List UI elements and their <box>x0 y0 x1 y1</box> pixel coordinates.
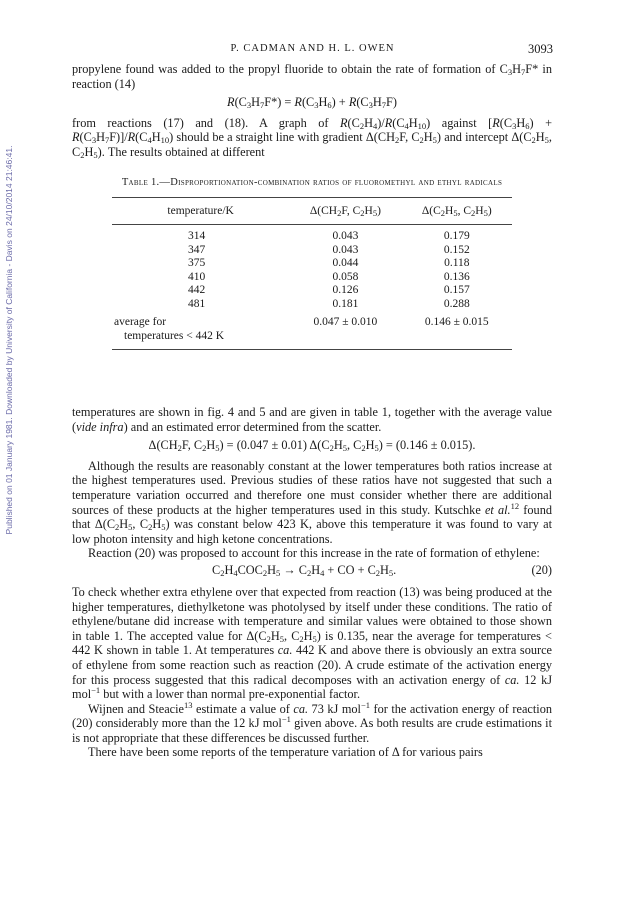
running-header <box>0 42 625 58</box>
paragraph: from reactions (17) and (18). A graph of $R(C_2H_4)/R(C_4H_{10})$ against $[R(C_3H_6) + R(C_3H_7F)]/R(C_4H_{10})$ should be a straight line with gradient $\Delta(CH_2F$, $C_2H_5$) and intercept $\Delta(C_2H_5$, $C_2H_5$). The results obtained at different <box>72 115 553 160</box>
paragraph: Wijnen and Steacie$^{13}$ estimate a value of ca. 73 kJ mol$^{-1}$ for the activation energy of reaction (20) considerably more than the 12 kJ mol$^{-1}$ given above. As both results are crude estimations it is not appropriate that these differences be discussed further. <box>72 699 552 745</box>
data-table <box>112 197 512 350</box>
equation-number: (20) <box>531 562 552 577</box>
table-caption: Table 1.—Disproportionation-combination ratios of fluoromethyl and ethyl radicals <box>121 176 503 188</box>
paragraph: Reaction (20) was proposed to account for this increase in the rate of formation of ethylene: <box>88 546 540 561</box>
table-row-average: average for 0.047 ± 0.010 0.146 ± 0.015 <box>114 316 489 329</box>
equation-rate: $R(C_3H_7F*) = R(C_3H_6) + R(C_3H_7F)$ <box>227 95 397 111</box>
main-text-bottom <box>72 405 552 760</box>
paragraph: propylene found was added to the propyl fluoride to obtain the rate of formation of $C_3H_7F*$ in reaction (14) <box>72 62 552 91</box>
paragraph: There have been some reports of the temperature variation of Δ for various pairs <box>88 745 483 760</box>
header-temperature: temperature/K <box>167 205 234 218</box>
table-row: 375 0.044 0.118 <box>188 257 470 270</box>
watermark-text: Published on 01 January 1981. Downloaded by University of California - Davis on 24/10/2014 21:46:41. <box>4 145 14 535</box>
table-row: 442 0.126 0.157 <box>188 284 470 297</box>
table-row: 347 0.043 0.152 <box>188 243 470 256</box>
table-row: 314 0.043 0.179 <box>188 230 470 243</box>
table-row: 481 0.181 0.288 <box>188 297 470 310</box>
table-row-average-2: temperatures < 442 K <box>124 329 225 342</box>
table-row: 410 0.058 0.136 <box>188 270 470 283</box>
equation-averages: $\Delta(CH_2F$, $C_2H_5) = (0.047 \pm 0.01)$ $\Delta(C_2H_5$, $C_2H_5) = (0.146 \pm 0.015)$. <box>148 438 476 454</box>
main-text-top <box>72 62 552 350</box>
header-delta-c2h5: $\Delta(C_2H_5$, $C_2H_5$) <box>421 205 492 219</box>
header-delta-ch2f: $\Delta(CH_2F$, $C_2H_5$) <box>309 205 381 219</box>
running-authors: P. CADMAN AND H. L. OWEN <box>230 43 395 54</box>
page-number: 3093 <box>528 42 553 56</box>
equation-20: $C_2H_4COC_2H_5 \to C_2H_4$ + CO + $C_2H_5$. (20) <box>212 562 552 578</box>
download-watermark <box>2 100 16 580</box>
paragraph: Although the results are reasonably constant at the lower temperatures both ratios increase at the highest temperatures used. Previous studies of these ratios have not suggested that such a temperature variation occurred and therefore one must consider whether there are additional sources of these products at the higher temperatures used in this study. Kutschke et al.$^{12}$ found that $\Delta(C_2H_5$, $C_2H_5$) was constant below 423 K, above this temperature it was found to vary at low photon intensity and high ketone concentrations. <box>72 458 552 546</box>
paragraph: To check whether extra ethylene over that expected from reaction (13) was being produced at the higher temperatures, diethylketone was photolysed by itself under these conditions. The ratio of ethylene/butane did increase with temperature and similar values were obtained to those shown in table 1. The accepted value for $\Delta(C_2H_5$, $C_2H_5$) is 0.135, near the average for temperatures < 442 K shown in table 1. At temperatures ca. 442 K and above there is obviously an extra source of ethylene from some reaction such as reaction (20). A crude estimate of the activation energy for this process suggested that this radical decomposes with an activation energy of ca. 12 kJ mol$^{-1}$ but with a lower than normal pre-exponential factor. <box>72 584 552 702</box>
paragraph: temperatures are shown in fig. 4 and 5 and are given in table 1, together with the average value (vide infra) and an estimated error determined from the scatter. <box>72 405 552 434</box>
